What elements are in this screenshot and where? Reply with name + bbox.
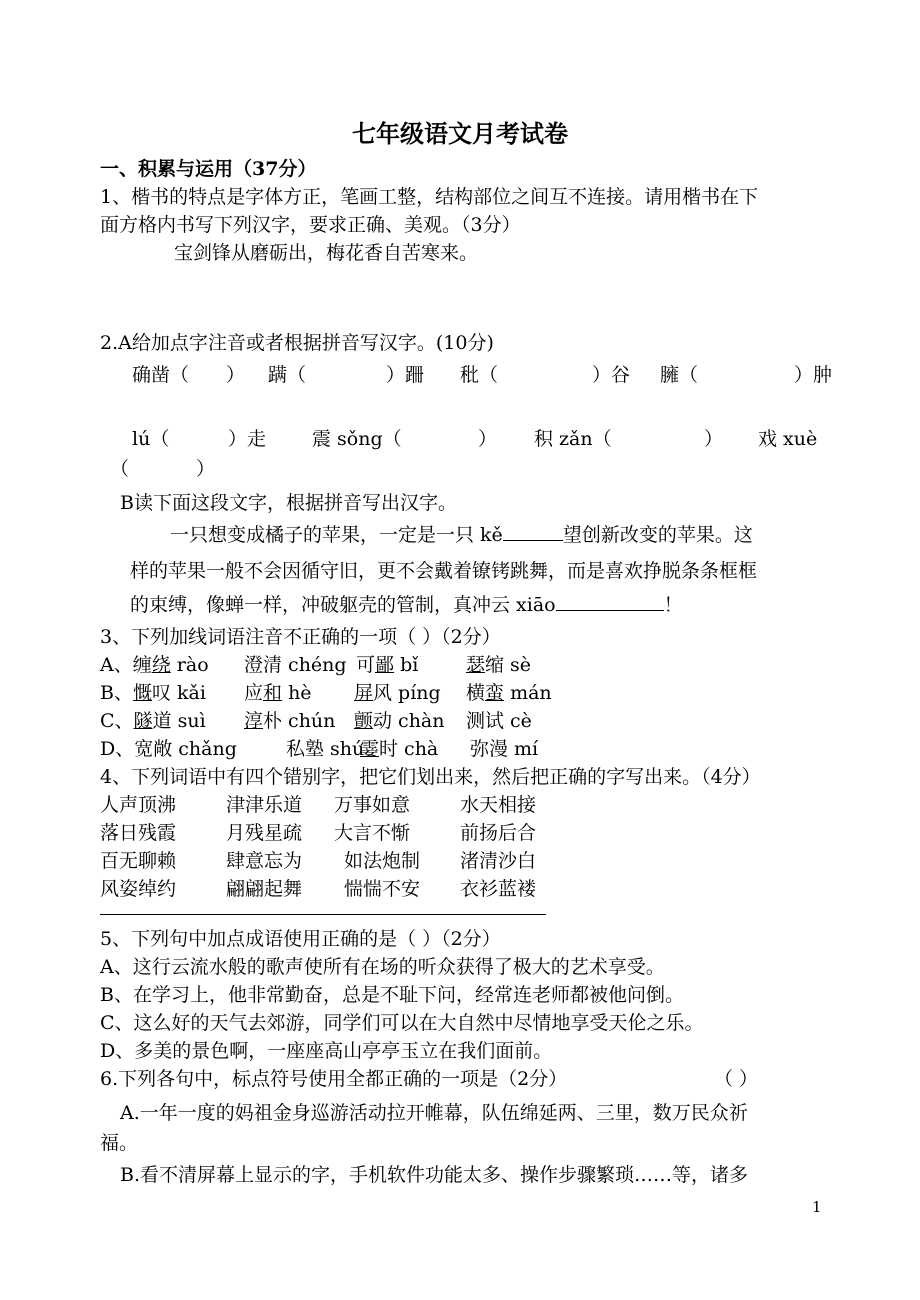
q4-word: 落日残霞 xyxy=(100,822,177,844)
q5-option-b: B、在学习上，他非常勤奋，总是不耻下问，经常连老师都被他问倒。 xyxy=(100,984,684,1006)
q2-row1-item3: 秕（ xyxy=(460,364,499,386)
option-word: 横 xyxy=(466,682,486,704)
underlined-char: 和 xyxy=(263,682,283,704)
underlined-char: 颤 xyxy=(354,710,374,732)
q2-a-heading: 2.A给加点字注音或者根据拼音写汉字。(10分) xyxy=(100,332,494,354)
q4-word: 万事如意 xyxy=(334,794,411,816)
q4-answer-line[interactable] xyxy=(100,914,546,915)
q2-row1-close3: ）谷 xyxy=(592,364,631,386)
q2-b-para1 xyxy=(170,522,753,548)
q4-word: 渚清沙白 xyxy=(460,850,537,872)
q4-word: 如法炮制 xyxy=(344,850,421,872)
q1-line1: 1、楷书的特点是字体方正，笔画工整，结构部位之间互不连接。请用楷书在下 xyxy=(100,186,759,208)
q6-option-a-line1: A.一年一度的妈祖金身巡游活动拉开帷幕，队伍绵延两、三里，数万民众祈 xyxy=(120,1102,748,1124)
q5-option-d: D、多美的景色啊，一座座高山亭亭玉立在我们面前。 xyxy=(100,1040,553,1062)
q3-option-b xyxy=(100,680,920,706)
option-word: 澄 xyxy=(244,654,264,676)
q4-word: 翩翩起舞 xyxy=(226,878,303,900)
page-title: 七年级语文月考试卷 xyxy=(352,119,568,148)
q2-row2-close3: ） xyxy=(704,428,724,450)
q2-b-para3-after: ！ xyxy=(663,594,683,616)
q2-row2-item2: 震 sǒng（ xyxy=(312,428,402,450)
q4-word: 人声顶沸 xyxy=(100,794,177,816)
q6-heading: 6.下列各句中，标点符号使用全都正确的一项是（2分） xyxy=(100,1068,568,1090)
underlined-char: 屏 xyxy=(354,682,374,704)
q2-b-para1-after: 望创新改变的苹果。这 xyxy=(562,524,753,546)
q6-option-b-line1: B.看不清屏幕上显示的字，手机软件功能太多、操作步骤繁琐……等，诸多 xyxy=(120,1164,749,1186)
q2-row1-close4: ）肿 xyxy=(794,364,833,386)
q4-word: 水天相接 xyxy=(460,794,537,816)
q2-b-heading: B读下面这段文字，根据拼音写出汉字。 xyxy=(120,492,457,514)
underlined-char: 鄙 xyxy=(375,654,395,676)
q5-option-c: C、这么好的天气去郊游，同学们可以在大自然中尽情地享受天伦之乐。 xyxy=(100,1012,704,1034)
option-label: D、 xyxy=(100,738,135,760)
underlined-char: 绕 xyxy=(151,654,171,676)
q2-row1-item2: 蹒（ xyxy=(268,364,307,386)
option-pinyin: 弥漫 mí xyxy=(470,738,539,760)
q3-option-d xyxy=(100,736,920,762)
option-pinyin: rào xyxy=(170,654,209,676)
section-heading: 一、积累与运用（37分） xyxy=(100,158,317,180)
underlined-char: 淳 xyxy=(244,710,264,732)
option-pinyin: 朴 chún xyxy=(263,710,336,732)
q4-word: 衣衫蓝褛 xyxy=(460,878,537,900)
q6-answer-paren: （ ） xyxy=(714,1068,759,1090)
option-pinyin: 测试 cè xyxy=(466,710,532,732)
q4-word: 肆意忘为 xyxy=(226,850,303,872)
q3-heading: 3、下列加线词语注音不正确的一项（ ）（2分） xyxy=(100,626,501,648)
q2-row2-close5: ） xyxy=(196,458,216,480)
q4-word: 前扬后合 xyxy=(460,822,537,844)
underlined-char: 蛮 xyxy=(485,682,505,704)
answer-blank[interactable] xyxy=(503,522,563,541)
q2-b-para1-text: 一只想变成橘子的苹果，一定是一只 kě xyxy=(170,524,503,546)
option-pinyin: 叹 kǎi xyxy=(151,682,206,704)
q2-row2-close1: ）走 xyxy=(228,428,267,450)
q5-option-a: A、这行云流水般的歌声使所有在场的听众获得了极大的艺术享受。 xyxy=(100,956,665,978)
q2-row1-item4: 臃（ xyxy=(660,364,699,386)
q2-row2-item5: （ xyxy=(110,458,130,480)
q4-word: 风姿绰约 xyxy=(100,878,177,900)
q4-heading: 4、下列词语中有四个错别字，把它们划出来，然后把正确的字写出来。（4分） xyxy=(100,766,761,788)
option-pinyin: 缩 sè xyxy=(485,654,532,676)
q6-option-a-line2: 福。 xyxy=(100,1132,139,1154)
q4-word: 百无聊赖 xyxy=(100,850,177,872)
underlined-char: 慨 xyxy=(132,682,152,704)
q2-row2-item3: 积 zǎn（ xyxy=(534,428,612,450)
q4-word: 大言不惭 xyxy=(334,822,411,844)
option-pinyin: hè xyxy=(282,682,312,704)
q1-sentence: 宝剑锋从磨砺出，梅花香自苦寒来。 xyxy=(174,242,479,264)
q3-option-c xyxy=(100,708,920,734)
option-word: 应 xyxy=(244,682,264,704)
option-pinyin: 私塾 shú xyxy=(286,738,365,760)
answer-blank[interactable] xyxy=(556,592,664,611)
option-pinyin: 道 suì xyxy=(152,710,206,732)
q2-row2-item1: lú（ xyxy=(132,428,170,450)
q2-row1-close2: ）跚 xyxy=(386,364,425,386)
option-pinyin: 清 chéng xyxy=(263,654,347,676)
option-label: C、 xyxy=(100,710,134,732)
option-pinyin: 风 píng xyxy=(373,682,441,704)
q2-b-para3 xyxy=(130,592,683,618)
q3-option-a xyxy=(100,652,920,678)
option-pinyin: bǐ xyxy=(394,654,419,676)
option-label: A、 xyxy=(100,654,133,676)
option-pinyin: 动 chàn xyxy=(373,710,445,732)
q2-row1-close1: ） xyxy=(226,364,246,386)
q4-word: 月残星疏 xyxy=(226,822,303,844)
q4-word: 津津乐道 xyxy=(226,794,303,816)
q2-row2-close2: ） xyxy=(478,428,498,450)
q2-row1-item1: 确凿（ xyxy=(132,364,190,386)
option-word: 缠 xyxy=(132,654,152,676)
q5-heading: 5、下列句中加点成语使用正确的是（ ）（2分） xyxy=(100,928,501,950)
option-pinyin: 宽敞 chǎng xyxy=(134,738,237,760)
q2-row2-item4: 戏 xuè xyxy=(758,428,818,450)
q2-b-para2: 样的苹果一般不会因循守旧，更不会戴着镣铐跳舞，而是喜欢挣脱条条框框 xyxy=(130,560,758,582)
q4-word: 惴惴不安 xyxy=(344,878,421,900)
q2-b-para3-text: 的束缚，像蝉一样，冲破躯壳的管制，真冲云 xiāo xyxy=(130,594,556,616)
underlined-char: 瑟 xyxy=(466,654,486,676)
option-label: B、 xyxy=(100,682,133,704)
underlined-char: 霎 xyxy=(360,738,380,760)
option-word: 可 xyxy=(356,654,376,676)
underlined-char: 隧 xyxy=(133,710,153,732)
option-pinyin: 时 chà xyxy=(379,738,439,760)
option-pinyin: mán xyxy=(504,682,552,704)
page-number: 1 xyxy=(812,1198,822,1216)
q1-line2: 面方格内书写下列汉字，要求正确、美观。（3分） xyxy=(100,214,521,236)
